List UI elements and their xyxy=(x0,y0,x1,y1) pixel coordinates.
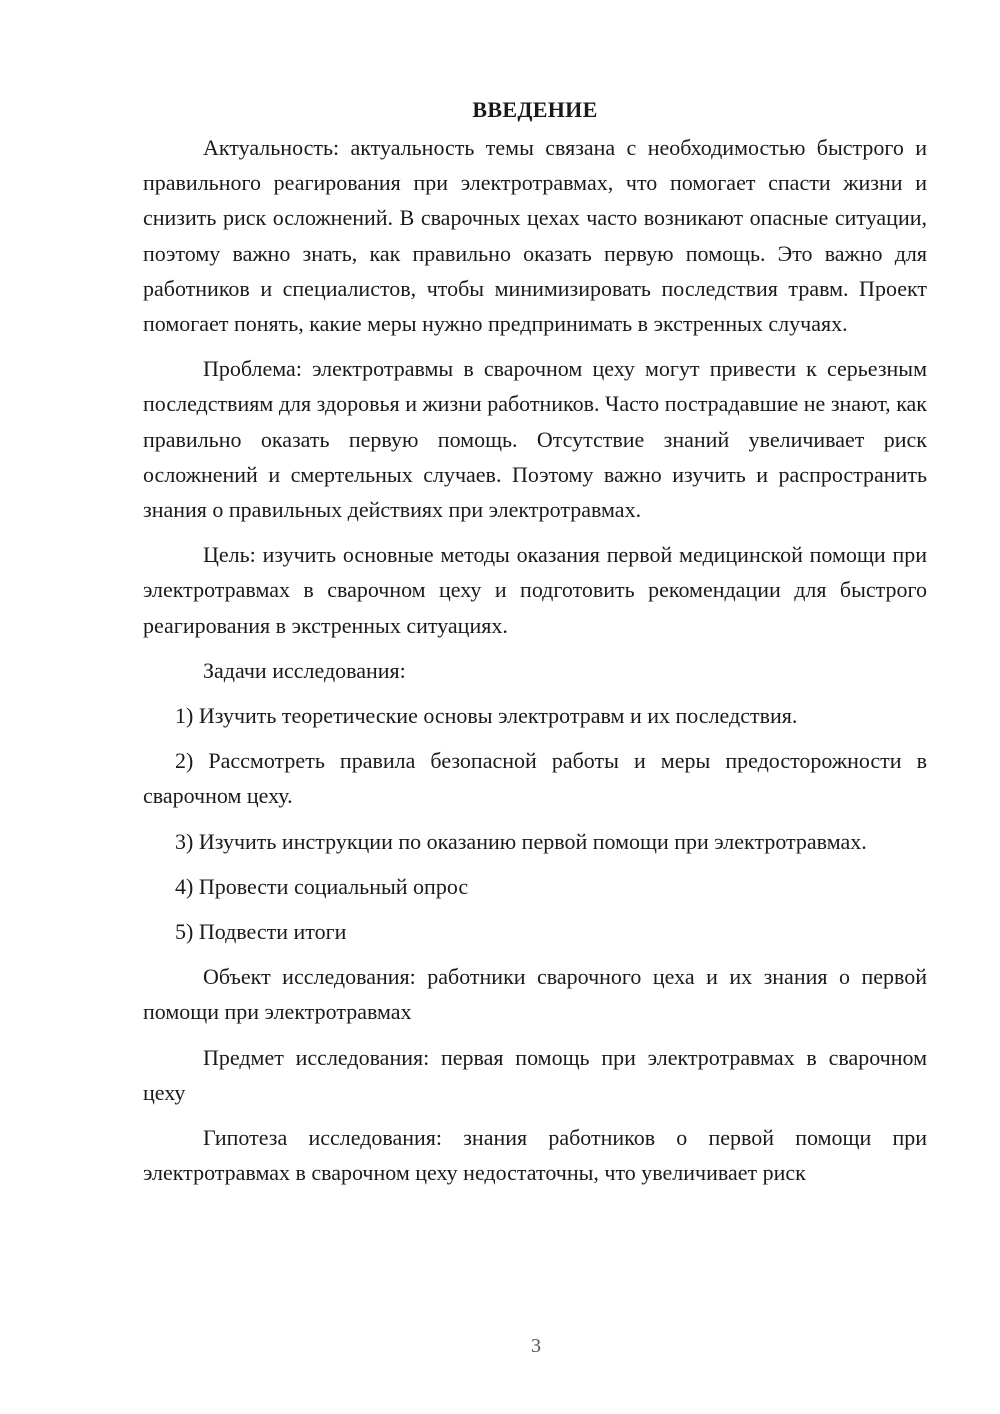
task-item-3: 3) Изучить инструкции по оказанию первой помощи при электротравмах. xyxy=(175,828,867,854)
task-item-1: 1) Изучить теоретические основы электротравм и их последствия. xyxy=(175,703,798,729)
paragraph-object: Объект исследования: работники сварочного цеха и их знания о первой помощи при электротравмах xyxy=(143,964,927,1025)
paragraph-goal: Цель: изучить основные методы оказания первой медицинской помощи при электротравмах в сварочном цеху и подготовить рекомендации для быстрого реагирования в экстренных ситуациях. xyxy=(143,542,927,638)
paragraph-problem: Проблема: электротравмы в сварочном цеху могут привести к серьезным последствиям для здоровья и жизни работников. Часто пострадавшие не знают, как правильно оказать первую помощь. Отсутствие знаний увеличивает риск осложнений и смертельных случаев. Поэтому важно изучить и распространить знания о правильных действиях при электротравмах. xyxy=(143,356,927,523)
task-item-4: 4) Провести социальный опрос xyxy=(175,873,469,899)
document-body xyxy=(143,92,927,1190)
page-number: 3 xyxy=(531,1335,541,1357)
paragraph-hypothesis: Гипотеза исследования: знания работников о первой помощи при электротравмах в сварочном цеху недостаточны, что увеличивает риск xyxy=(143,1125,927,1186)
task-item-2: 2) Рассмотреть правила безопасной работы и меры предосторожности в сварочном цеху. xyxy=(143,748,927,809)
page-title: ВВЕДЕНИЕ xyxy=(472,97,598,122)
task-item-5: 5) Подвести итоги xyxy=(175,919,347,945)
paragraph-subject: Предмет исследования: первая помощь при электротравмах в сварочном цеху xyxy=(143,1044,927,1105)
paragraph-tasks-heading: Задачи исследования: xyxy=(203,657,406,683)
paragraph-relevance: Актуальность: актуальность темы связана с необходимостью быстрого и правильного реагирования при электротравмах, что помогает спасти жизни и снизить риск осложнений. В сварочных цехах часто возникают опасные ситуации, поэтому важно знать, как правильно оказать первую помощь. Это важно для работников и специалистов, чтобы минимизировать последствия травм. Проект помогает понять, какие меры нужно предпринимать в экстренных случаях. xyxy=(143,135,927,337)
